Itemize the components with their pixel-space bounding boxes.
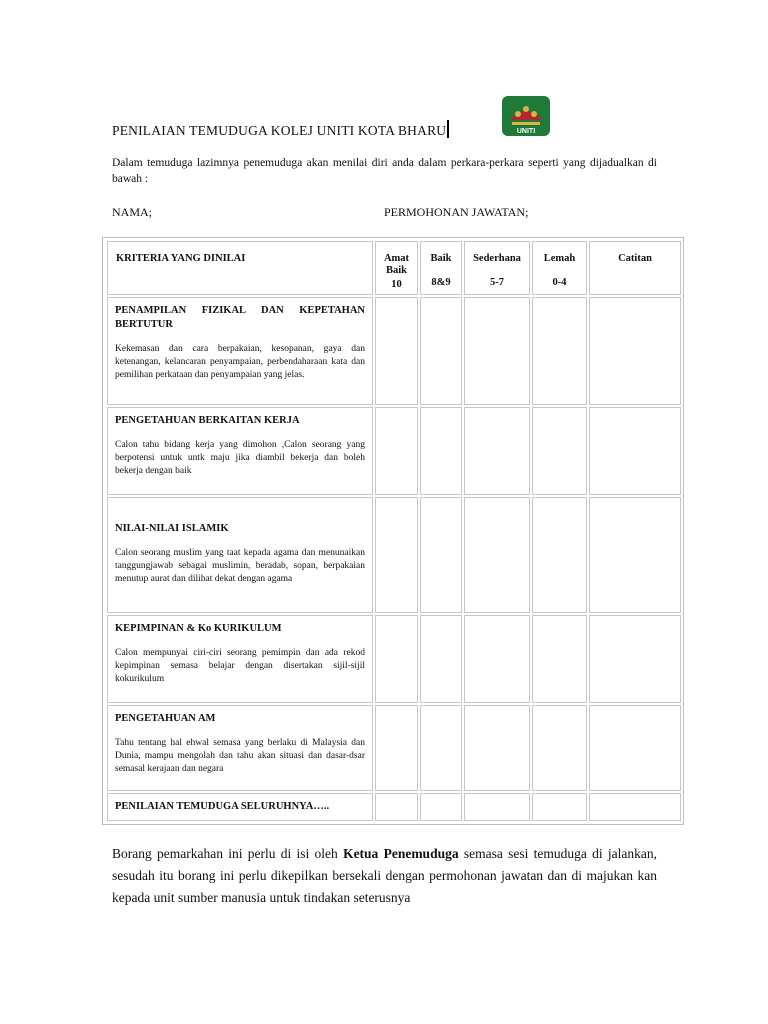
footer-text-before: Borang pemarkahan ini perlu di isi oleh (112, 846, 344, 861)
score-cell-sederhana[interactable] (464, 407, 530, 495)
criteria-cell-pengetahuan-kerja (107, 407, 373, 495)
score-cell-amat-baik[interactable] (375, 615, 418, 703)
intro-paragraph: Dalam temuduga lazimnya penemuduga akan menilai diri anda dalam perkara-perkara seperti yang dijadualkan di bawah : (112, 157, 657, 185)
criteria-desc: Kekemasan dan cara berpakaian, kesopanan, gaya dan ketenangan, kelancaran penyampaian, perbendaharaan kata dan pemilihan perkataan dan penyampaian yang jelas. (115, 344, 365, 380)
logo-dot-left (515, 111, 521, 117)
title-text: PENILAIAN TEMUDUGA KOLEJ UNITI KOTA BHARU (112, 123, 447, 138)
criteria-desc: Tahu tentang hal ehwal semasa yang berlaku di Malaysia dan Dunia, mampu mengolah dan tahu akan situasi dan dasar-dsar semasal kerajaan dan negara (115, 738, 365, 774)
header-sederhana-label: Sederhana (473, 253, 521, 264)
header-sederhana-score: 5-7 (490, 277, 504, 288)
score-cell-baik[interactable] (420, 297, 462, 405)
header-amat-baik-score: 10 (391, 279, 402, 290)
score-cell-baik[interactable] (420, 705, 462, 791)
header-baik (420, 241, 462, 295)
score-cell-amat-baik[interactable] (375, 793, 418, 821)
score-cell-baik[interactable] (420, 793, 462, 821)
header-lemah-label: Lemah (543, 253, 576, 264)
score-cell-lemah[interactable] (532, 793, 587, 821)
score-cell-lemah[interactable] (532, 407, 587, 495)
score-cell-catitan[interactable] (589, 705, 681, 791)
criteria-desc: Calon mempunyai ciri-ciri seorang pemimpin dan ada rekod kepimpinan semasa belajar dengan disertakan sijil-sijil kokurikulum (115, 648, 365, 684)
criteria-title: KEPIMPINAN & Ko KURIKULUM (115, 623, 282, 634)
header-baik-score: 8&9 (431, 277, 451, 288)
score-cell-lemah[interactable] (532, 297, 587, 405)
logo-dot-center (523, 106, 529, 112)
text-cursor (447, 120, 449, 138)
assessment-table (102, 237, 684, 825)
criteria-title: PENGETAHUAN BERKAITAN KERJA (115, 415, 300, 426)
criteria-title: PENGETAHUAN AM (115, 713, 216, 724)
score-cell-catitan[interactable] (589, 297, 681, 405)
header-amat-baik-line2: Baik (385, 265, 407, 276)
score-cell-baik[interactable] (420, 407, 462, 495)
criteria-desc: Calon seorang muslim yang taat kepada agama dan menunaikan tanggungjawab sebagai muslimin, beradab, sopan, berpakaian menutup aurat dan dilihat dekat dengan agama (115, 548, 365, 584)
header-sederhana (464, 241, 530, 295)
score-cell-catitan[interactable] (589, 615, 681, 703)
score-cell-amat-baik[interactable] (375, 297, 418, 405)
jawatan-label: PERMOHONAN JAWATAN; (384, 205, 529, 219)
header-catitan: Catitan (589, 241, 681, 295)
header-lemah-score: 0-4 (552, 277, 567, 288)
criteria-cell-keseluruhan (107, 793, 373, 821)
criteria-title: PENAMPILAN FIZIKAL DAN KEPETAHAN BERTUTUR (115, 305, 365, 330)
score-cell-lemah[interactable] (532, 705, 587, 791)
criteria-cell-nilai-islamik (107, 497, 373, 613)
footer-text-after: semasa sesi temuduga di jalankan, sesudah itu borang ini perlu dikepilkan bersekali dengan permohonan jawatan dan di majukan kan kepada unit sumber manusia untuk tindakan seterusnya (112, 846, 657, 905)
criteria-cell-kepimpinan (107, 615, 373, 703)
header-amat-baik-line1: Amat (383, 253, 410, 264)
logo-dot-right (531, 111, 537, 117)
score-cell-lemah[interactable] (532, 615, 587, 703)
criteria-cell-pengetahuan-am (107, 705, 373, 791)
score-cell-amat-baik[interactable] (375, 407, 418, 495)
logo-text: UNITI (516, 128, 536, 135)
score-cell-amat-baik[interactable] (375, 705, 418, 791)
header-lemah (532, 241, 587, 295)
score-cell-baik[interactable] (420, 615, 462, 703)
header-baik-label: Baik (430, 253, 452, 264)
score-cell-sederhana[interactable] (464, 705, 530, 791)
score-cell-sederhana[interactable] (464, 497, 530, 613)
score-cell-sederhana[interactable] (464, 793, 530, 821)
uniti-logo-icon (500, 96, 552, 136)
header-amat-baik (375, 241, 418, 295)
score-cell-sederhana[interactable] (464, 297, 530, 405)
score-cell-baik[interactable] (420, 497, 462, 613)
logo-band (512, 122, 540, 125)
criteria-desc: Calon tahu bidang kerja yang dimohon ,Calon seorang yang berpotensi untuk untk maju jika diambil bekerja dan boleh bekerja dengan baik (115, 440, 365, 476)
score-cell-lemah[interactable] (532, 497, 587, 613)
footer-paragraph (112, 843, 657, 909)
footer-bold: Ketua Penemuduga (343, 846, 459, 861)
criteria-cell-fizikal (107, 297, 373, 405)
score-cell-sederhana[interactable] (464, 615, 530, 703)
score-cell-catitan[interactable] (589, 497, 681, 613)
document-title (112, 120, 449, 139)
score-cell-catitan[interactable] (589, 793, 681, 821)
header-criteria: KRITERIA YANG DINILAI (107, 241, 373, 295)
criteria-title: NILAI-NILAI ISLAMIK (115, 523, 229, 534)
criteria-title: PENILAIAN TEMUDUGA SELURUHNYA….. (115, 801, 330, 812)
nama-label: NAMA; (112, 205, 153, 219)
score-cell-amat-baik[interactable] (375, 497, 418, 613)
score-cell-catitan[interactable] (589, 407, 681, 495)
